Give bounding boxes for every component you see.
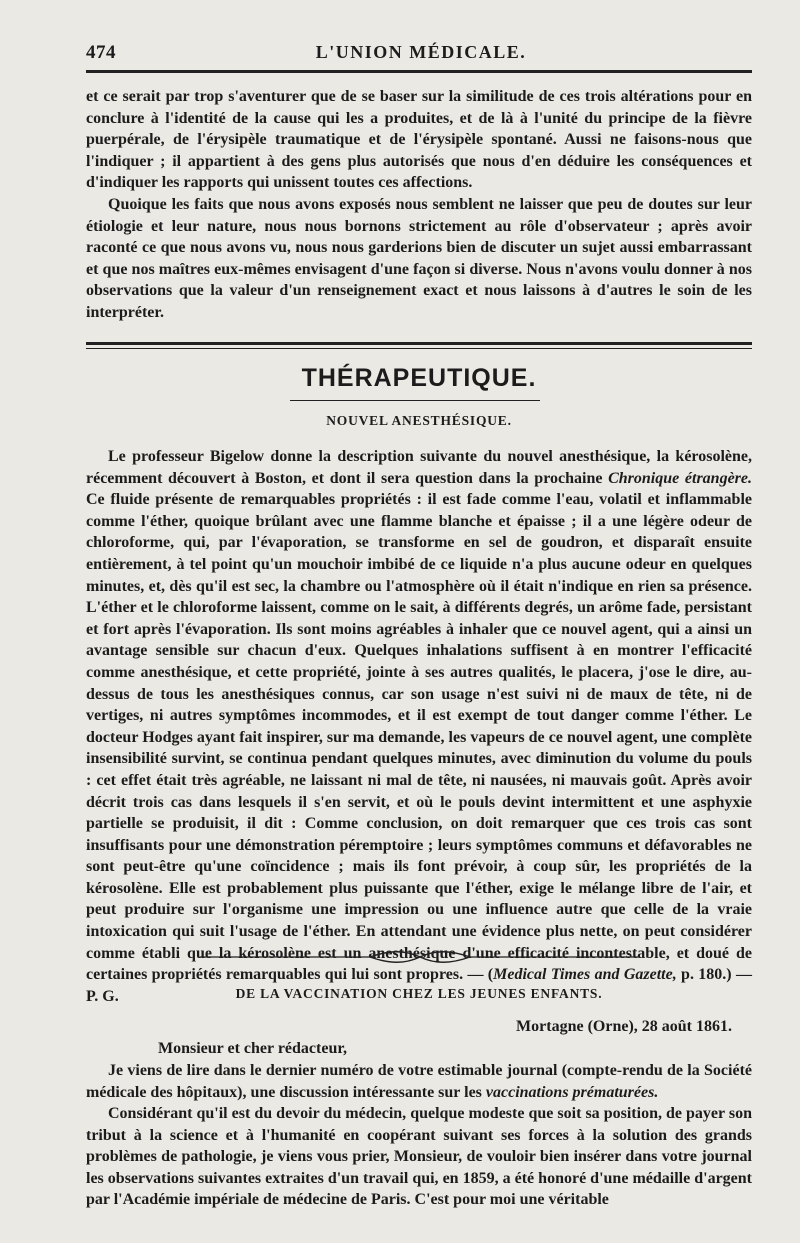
letter-paragraph-1 xyxy=(86,1060,752,1103)
salutation: Monsieur et cher rédacteur, xyxy=(158,1040,347,1057)
section-rule-top xyxy=(86,342,752,345)
intro-paragraph-1: et ce serait par trop s'aventurer que de se baser sur la similitude de ces trois altérations pour en conclure à l'identité de la cause qui les a produites, et de là à l'unité du principe de la fièvre puerpérale, de l'érysipèle traumatique et de l'érysipèle spontané. Aussi ne faisons-nous que l'indiquer ; il appartient à des gens plus autorisés que nous d'en déduire les conséquences et d'indiquer les rapports qui unissent toutes ces affections. xyxy=(86,88,752,192)
ornamental-divider xyxy=(200,950,640,964)
running-title: L'UNION MÉDICALE. xyxy=(315,42,527,62)
article-body-lead: Le professeur Bigelow donne la description suivante du nouvel anesthésique, la kérosolène, récemment découvert à Boston, et dont il sera question dans la prochaine xyxy=(86,448,752,487)
letter-paragraph-2: Considérant qu'il est du devoir du médecin, quelque modeste que soit sa position, de payer son tribut à la science et à l'humanité en coopérant suivant ses forces à la solution des grands problèmes de pathologie, je viens vous prier, Monsieur, de vouloir bien insérer dans votre journal les observations suivantes extraites d'un travail qui, en 1859, a été honoré d'une médaille d'argent par l'Académie impériale de médecine de Paris. C'est pour moi une véritable xyxy=(86,1105,752,1209)
section-title: THÉRAPEUTIQUE. xyxy=(301,364,537,392)
article-source-rest: p. 180.) — P. G. xyxy=(86,966,752,1005)
section-rule-bottom xyxy=(86,348,752,349)
page-header xyxy=(86,40,756,66)
intro-text xyxy=(86,86,752,324)
article-body-italic: Chronique étrangère. xyxy=(608,469,752,487)
title-underline xyxy=(290,400,540,401)
dateline: Mortagne (Orne), 28 août 1861. xyxy=(516,1018,732,1035)
page-number: 474 xyxy=(86,42,116,63)
article-source-italic: Medical Times and Gazette, xyxy=(493,966,677,984)
header-rule xyxy=(86,70,752,73)
letter-p1-italic: vaccinations prématurées. xyxy=(485,1083,659,1101)
vaccination-heading: DE LA VACCINATION CHEZ LES JEUNES ENFANTS. xyxy=(235,986,603,1001)
intro-paragraph-2: Quoique les faits que nous avons exposés nous semblent ne laisser que peu de doutes sur leur étiologie et leur nature, nous nous bornons strictement au rôle d'observateur ; après avoir raconté ce que nous avons vu, nous nous garderions bien de discuter un sujet aussi embarrassant et que nos maîtres eux-mêmes envisagent d'une façon si diverse. Nous n'avons voulu donner à nos observations que la valeur d'un renseignement exact et nous laissons à d'autres le soin de les interpréter. xyxy=(86,195,752,321)
letter-p1-lead: Je viens de lire dans le dernier numéro de votre estimable journal (compte-rendu de la Société médicale des hôpitaux), une discussion intéressante sur les xyxy=(86,1062,752,1101)
article-body-rest: Ce fluide présente de remarquables propriétés : il est fade comme l'eau, volatil et inflammable comme l'éther, quoique brûlant avec une flamme blanche et épaisse ; il a une légère odeur de chloroforme, qui, par l'évaporation, se transforme en sel de goudron, et disparaît ensuite entièrement, à tel point qu'un mouchoir imbibé de ce liquide n'a plus aucune odeur en quelques minutes, et, dès qu'il est sec, la chambre ou l'atmosphère où il était n'indique en rien sa présence. L'éther et le chloroforme laissent, comme on le sait, à différents degrés, un arôme fade, persistant et fort après l'évaporation. Ils sont moins agréables à inhaler que ce nouvel agent, qui a ainsi un avantage sensible sur chacun d'eux. Quelques inhalations suffisent à en montrer l'efficacité comme anesthésique, et cette propriété, jointe à ses autres qualités, le placera, j'ose le dire, au-dessus de tous les anesthésiques connus, car son usage n'est suivi ni de maux de tête, ni de vertiges, ni autres symptômes incommodes, et il est exempt de tout danger comme l'éther. Le docteur Hodges ayant fait inspirer, sur ma demande, les vapeurs de ce nouvel agent, une complète insensibilité survint, se continua pendant quelques minutes, avec diminution du volume du pouls : cet effet était très agréable, ne laissant ni mal de tête, ni nausées, ni mauvais goût. Après avoir décrit trois cas dans lesquels il s'en servit, et où le pouls devint intermittent et une asphyxie partielle se produisit, il dit : Comme conclusion, on doit remarquer que ces trois cas sont insuffisants pour une démonstration péremptoire ; leurs symptômes communs et défavorables ne sont peut-être qu'une coïncidence ; mais ils font prévoir, à coup sûr, les propriétés de la kérosolène. Elle est probablement plus puissante que l'éther, exige le mélange libre de l'air, et peut produire sur l'organisme une impression ou une influence autre que celle de la vraie intoxication qui suit l'usage de l'éther. En attendant une évidence plus nette, on peut considérer comme établi que la kérosolène est un anesthésique d'une efficacité incontestable, et doué de certaines propriétés remarquables qui lui sont propres. — ( xyxy=(86,491,752,984)
anesthetic-article xyxy=(86,446,752,1007)
article-subheading: NOUVEL ANESTHÉSIQUE. xyxy=(326,413,512,428)
